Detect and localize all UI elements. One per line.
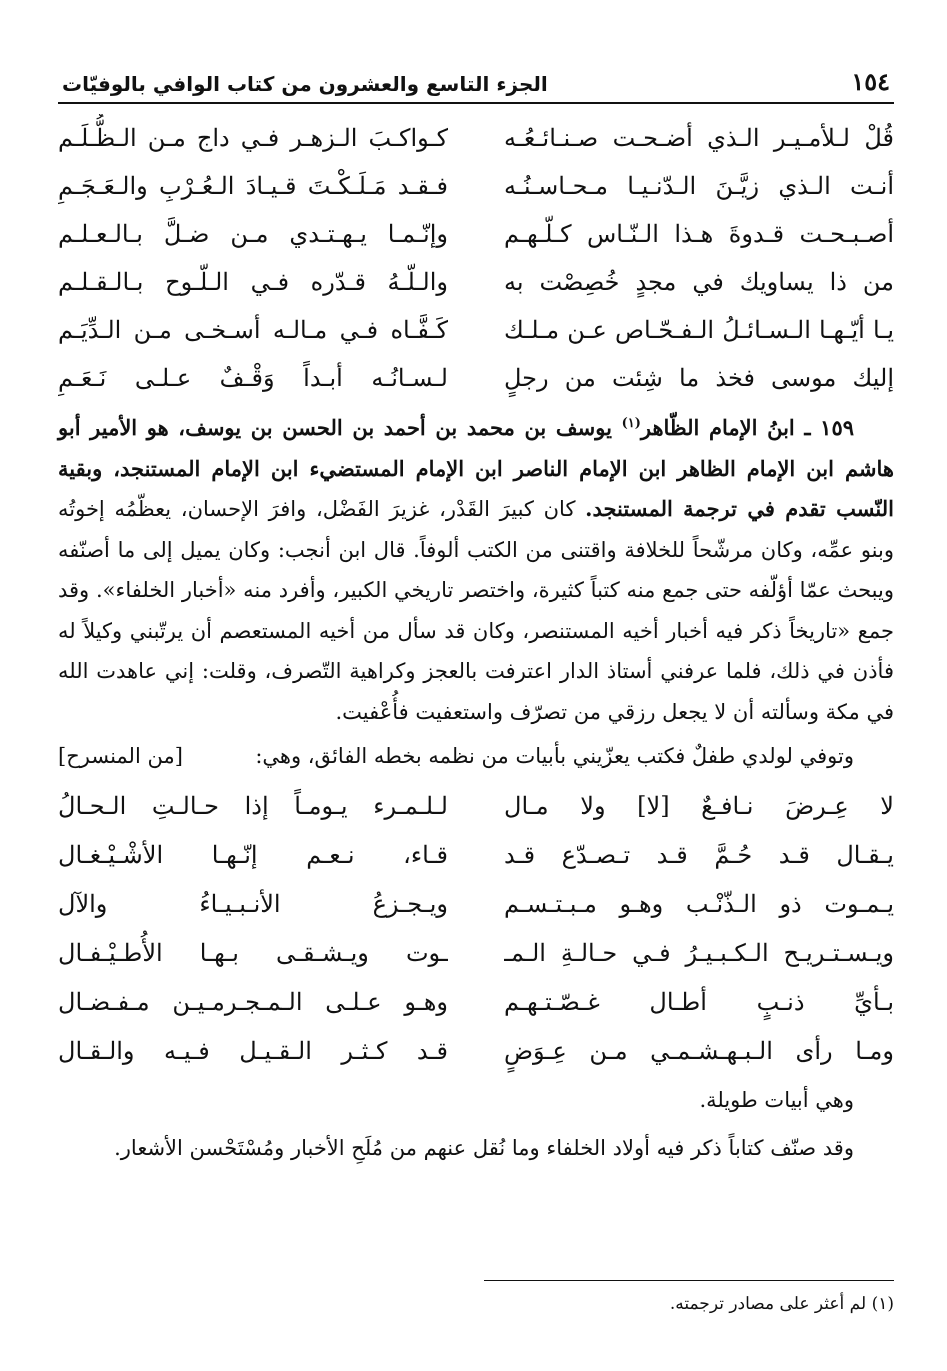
poem-hemistich: ـوت ويـشـقـى بـهـا الأُطـيْـفـال	[58, 939, 448, 967]
poem-hemistich: والـلّـهُ قـدّره فـي الـلّـوح بـالـقـلـم	[58, 268, 448, 296]
biography-entry	[58, 404, 894, 732]
poem-hemistich: وإنّـمـا يـهـتـدي مـن ضـلَّ بـالـعـلـم	[58, 220, 448, 248]
poem-hemistich: أنـت الـذي زيَّـنَ الـدّنـيـا مـحـاسـنُـه	[504, 172, 894, 200]
entry-body: كان كبيرَ القَدْر، غزيرَ الفَضْل، وافرَ الإحسان، يعظّمُه إخوتُه وبنو عمِّه، وكان مرشّحاً للخلافة واقتنى من الكتب ألوفاً. قال ابن أنجب: وكان يميل إلى ما أصنّفه ويبحث عمّا أؤلّفه حتى جمع منه كتباً كثيرة، واختصر تاريخي الكبير، وأفرد منه «أخبار الخلفاء». وقد جمع «تاريخاً ذكر فيه أخبار أخيه المستنصر، وكان قد سأل من أخيه المستعصم أن يرتّبني وكيلاً له فأذن في ذلك، فلما عرفني أستاذ الدار اعترفت بالعجز وكراهية التّصرف، وقلت: إني عاهدت الله في مكة وسألته أن لا يجعل رزقي من تصرّف واستعفيت فأُعْفيت.	[58, 497, 894, 724]
final-paragraph: وقد صنّف كتاباً ذكر فيه أولاد الخلفاء وما نُقل عنهم من مُلَحِ الأخبار ومُسْتَحْسن الأشعار.	[114, 1136, 854, 1160]
verse-introduction	[58, 736, 894, 776]
poem-hemistich: ويـسـتـريـح الـكـبـيـرُ فـي حـالـةِ الـمـ	[504, 939, 894, 967]
footnote-text: لم أعثر على مصادر ترجمته.	[669, 1294, 867, 1314]
footnote	[670, 1292, 894, 1316]
poem-hemistich: قُلْ لـلأمـيـر الـذي أضـحـت صـنـائـعُـه	[504, 124, 894, 152]
footnote-divider	[484, 1280, 894, 1281]
poem-hemistich: قـاء، نـعـم إنّـهـا الأشْـيْـغـال	[58, 841, 448, 869]
poem-hemistich: بـأيِّ ذنـبٍ أطـال غـصّـتـهـم	[504, 988, 894, 1016]
running-title: الجزء التاسع والعشرون من كتاب الوافي بالوفيّات	[62, 72, 548, 96]
poem-hemistich: لـسـانُـه أبـداً وَقْـفٌ عـلـى نَـعَـمِ	[58, 364, 448, 392]
entry-lineage: يوسف بن محمد بن أحمد بن الحسن بن يوسف، هو الأمير أبو هاشم ابن الإمام الظاهر ابن الإمام الناصر ابن الإمام المستضيء ابن الإمام المستنجد، وبقية النّسب تقدم في ترجمة المستنجد.	[58, 415, 895, 521]
poem-condolence	[58, 782, 894, 1076]
entry-heading: ١٥٩ ـ ابنُ الإمام الظّاهر	[640, 415, 855, 440]
poem-hemistich: كـواكـبَ الـزهـر فـي داج مـن الـظُّـلَـم	[58, 124, 448, 152]
closing-line: وهي أبيات طويلة.	[699, 1088, 854, 1112]
poem-hemistich: ويـجـزعُ الأنـبـيـاءُ والآل	[58, 890, 448, 918]
poem-hemistich: يـمـوت ذو الـذّنْـب وهـو مـبـتـسـم	[504, 890, 894, 918]
footnote-reference[interactable]: (١)	[621, 416, 641, 431]
poem-hemistich: أصـبـحـت قـدوةَ هـذا الـنّـاس كـلّـهـم	[504, 220, 894, 248]
footnote-marker: (١)	[871, 1294, 894, 1314]
page-header	[58, 62, 894, 104]
poem-hemistich: فـقـد مَـلَـكْـتَ قـيـادَ الـعُـرْبِ والـعَـجَـمِ	[58, 172, 448, 200]
poem-hemistich: قـد كـثـر الـقـيـل فـيـه والـقـال	[58, 1037, 448, 1065]
poem-hemistich: لـلـمـرء يـومـاً إذا حـالـتِ الـحـالُ	[58, 792, 448, 820]
verse-intro-text: وتوفي لولدي طفلٌ فكتب يعزّيني بأبيات من نظمه بخطه الفائق، وهي:	[255, 744, 854, 768]
poem-praise	[58, 114, 894, 402]
poem-hemistich: وهـو عـلـى الـمـجـرمـيـن مـفـضـال	[58, 988, 448, 1016]
book-page	[58, 62, 894, 1322]
poem-hemistich: كَـفَّـاه فـي مـالـه أسـخـى مـن الـدِّيَـم	[58, 316, 448, 344]
poem-hemistich: ومـا رأى الـبـهـشـمـي مـن عِـوَضٍ	[504, 1037, 894, 1065]
poem-hemistich: يـا أيّـهـا الـسـائـلُ الـفـحّـاص عـن مـلـك	[504, 316, 894, 344]
poem-hemistich: لا عِـرضَ نـافـعٌ [لا] ولا مـال	[504, 792, 894, 820]
poem-hemistich: من ذا يساويك في مجدٍ خُصِصْت به	[504, 268, 894, 296]
page-number: ١٥٤	[851, 67, 890, 96]
verse-meter: [من المنسرح]	[58, 744, 183, 768]
poem-hemistich: يـقـال قـد حُـمَّ قـد تـصـدّع قـد	[504, 841, 894, 869]
poem-hemistich: إليك موسى فخذ ما شِئت من رجلٍ	[504, 364, 894, 392]
